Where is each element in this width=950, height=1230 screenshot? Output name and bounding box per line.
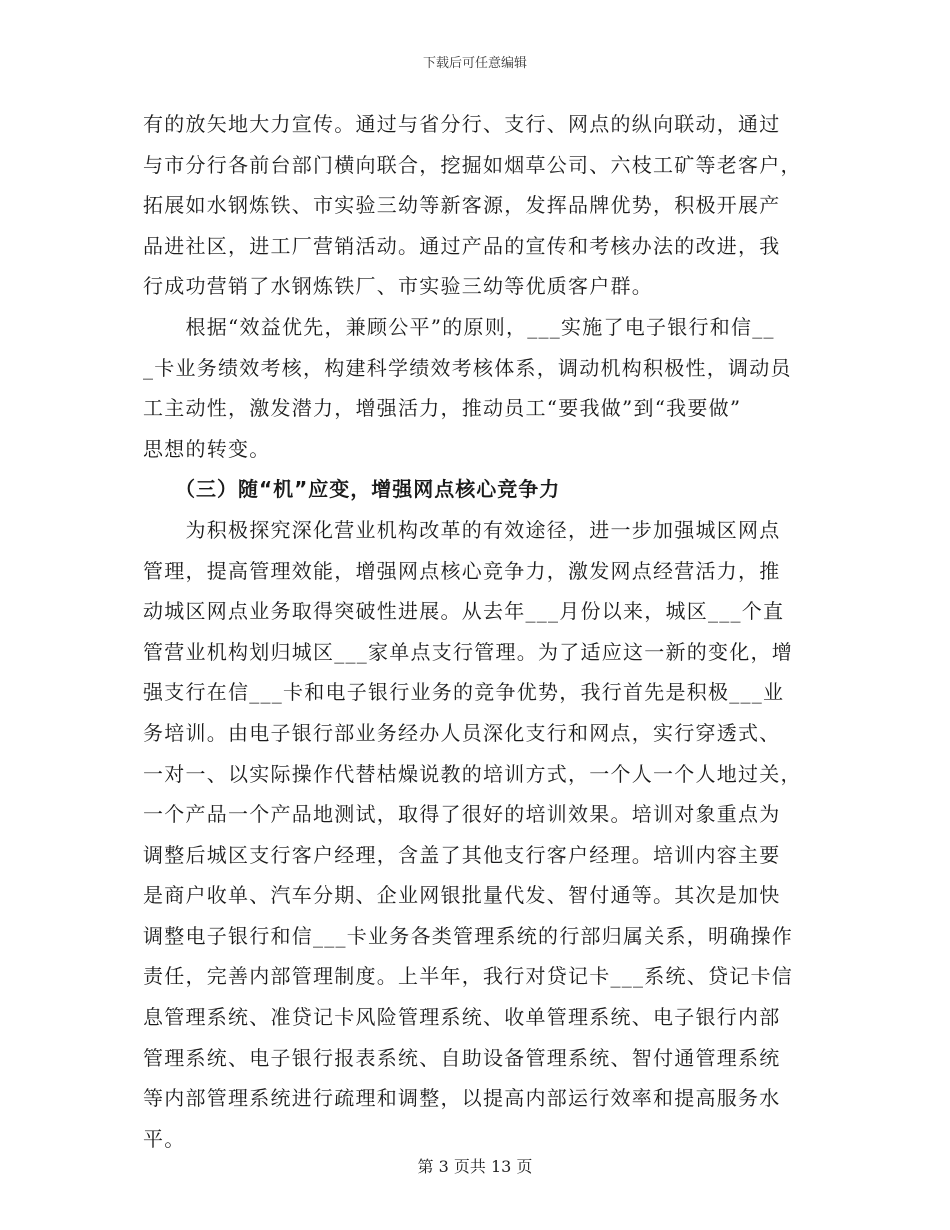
text-line: 强支行在信___卡和电子银行业务的竞争优势，我行首先是积极___业: [143, 680, 785, 705]
text-line: 根据“效益优先，兼顾公平”的原则，___实施了电子银行和信__: [143, 314, 775, 339]
text-line: 平。: [143, 1126, 186, 1151]
text-line: 息管理系统、准贷记卡风险管理系统、收单管理系统、电子银行内部: [143, 1005, 781, 1030]
text-line: 务培训。由电子银行部业务经办人员深化支行和网点，实行穿透式、: [143, 720, 781, 745]
text-line: 管理系统、电子银行报表系统、自助设备管理系统、智付通管理系统: [143, 1045, 781, 1070]
text-line: 与市分行各前台部门横向联合，挖掘如烟草公司、六枝工矿等老客户，: [143, 152, 802, 177]
section-heading: （三）随“机”应变，增强网点核心竞争力: [143, 477, 561, 502]
text-line: _卡业务绩效考核，构建科学绩效考核体系，调动机构积极性，调动员: [143, 355, 792, 380]
text-line: 管理，提高管理效能，增强网点核心竞争力，激发网点经营活力，推: [143, 558, 781, 583]
text-line: 责任，完善内部管理制度。上半年，我行对贷记卡___系统、贷记卡信: [143, 964, 793, 989]
text-line: 拓展如水钢炼铁、市实验三幼等新客源，发挥品牌优势，积极开展产: [143, 193, 781, 218]
text-line: 调整电子银行和信___卡业务各类管理系统的行部归属关系，明确操作: [143, 923, 793, 948]
text-line: 调整后城区支行客户经理，含盖了其他支行客户经理。培训内容主要: [143, 842, 781, 867]
text-line: 为积极探究深化营业机构改革的有效途径，进一步加强城区网点: [143, 517, 781, 542]
text-line: 等内部管理系统进行疏理和调整，以提高内部运行效率和提高服务水: [143, 1086, 781, 1111]
text-line: 行成功营销了水钢炼铁厂、市实验三幼等优质客户群。: [143, 274, 653, 299]
text-line: 工主动性，激发潜力，增强活力，推动员工“要我做”到“我要做”: [143, 396, 742, 421]
text-line: 品进社区，进工厂营销活动。通过产品的宣传和考核办法的改进，我: [143, 233, 781, 258]
text-line: 思想的转变。: [143, 436, 271, 461]
text-line: 动城区网点业务取得突破性进展。从去年___月份以来，城区___个直: [143, 599, 785, 624]
text-line: 管营业机构划归城区___家单点支行管理。为了适应这一新的变化，增: [143, 639, 793, 664]
document-body: [143, 104, 803, 1159]
text-line: 是商户收单、汽车分期、企业网银批量代发、智付通等。其次是加快: [143, 883, 781, 908]
text-line: 一对一、以实际操作代替枯燥说教的培训方式，一个人一个人地过关，: [143, 761, 802, 786]
text-line: 一个产品一个产品地测试，取得了很好的培训效果。培训对象重点为: [143, 802, 781, 827]
page-number: 第 3 页共 13 页: [417, 1157, 533, 1176]
text-line: 有的放矢地大力宣传。通过与省分行、支行、网点的纵向联动，通过: [143, 112, 781, 136]
page-header-note: 下载后可任意编辑: [422, 56, 527, 71]
